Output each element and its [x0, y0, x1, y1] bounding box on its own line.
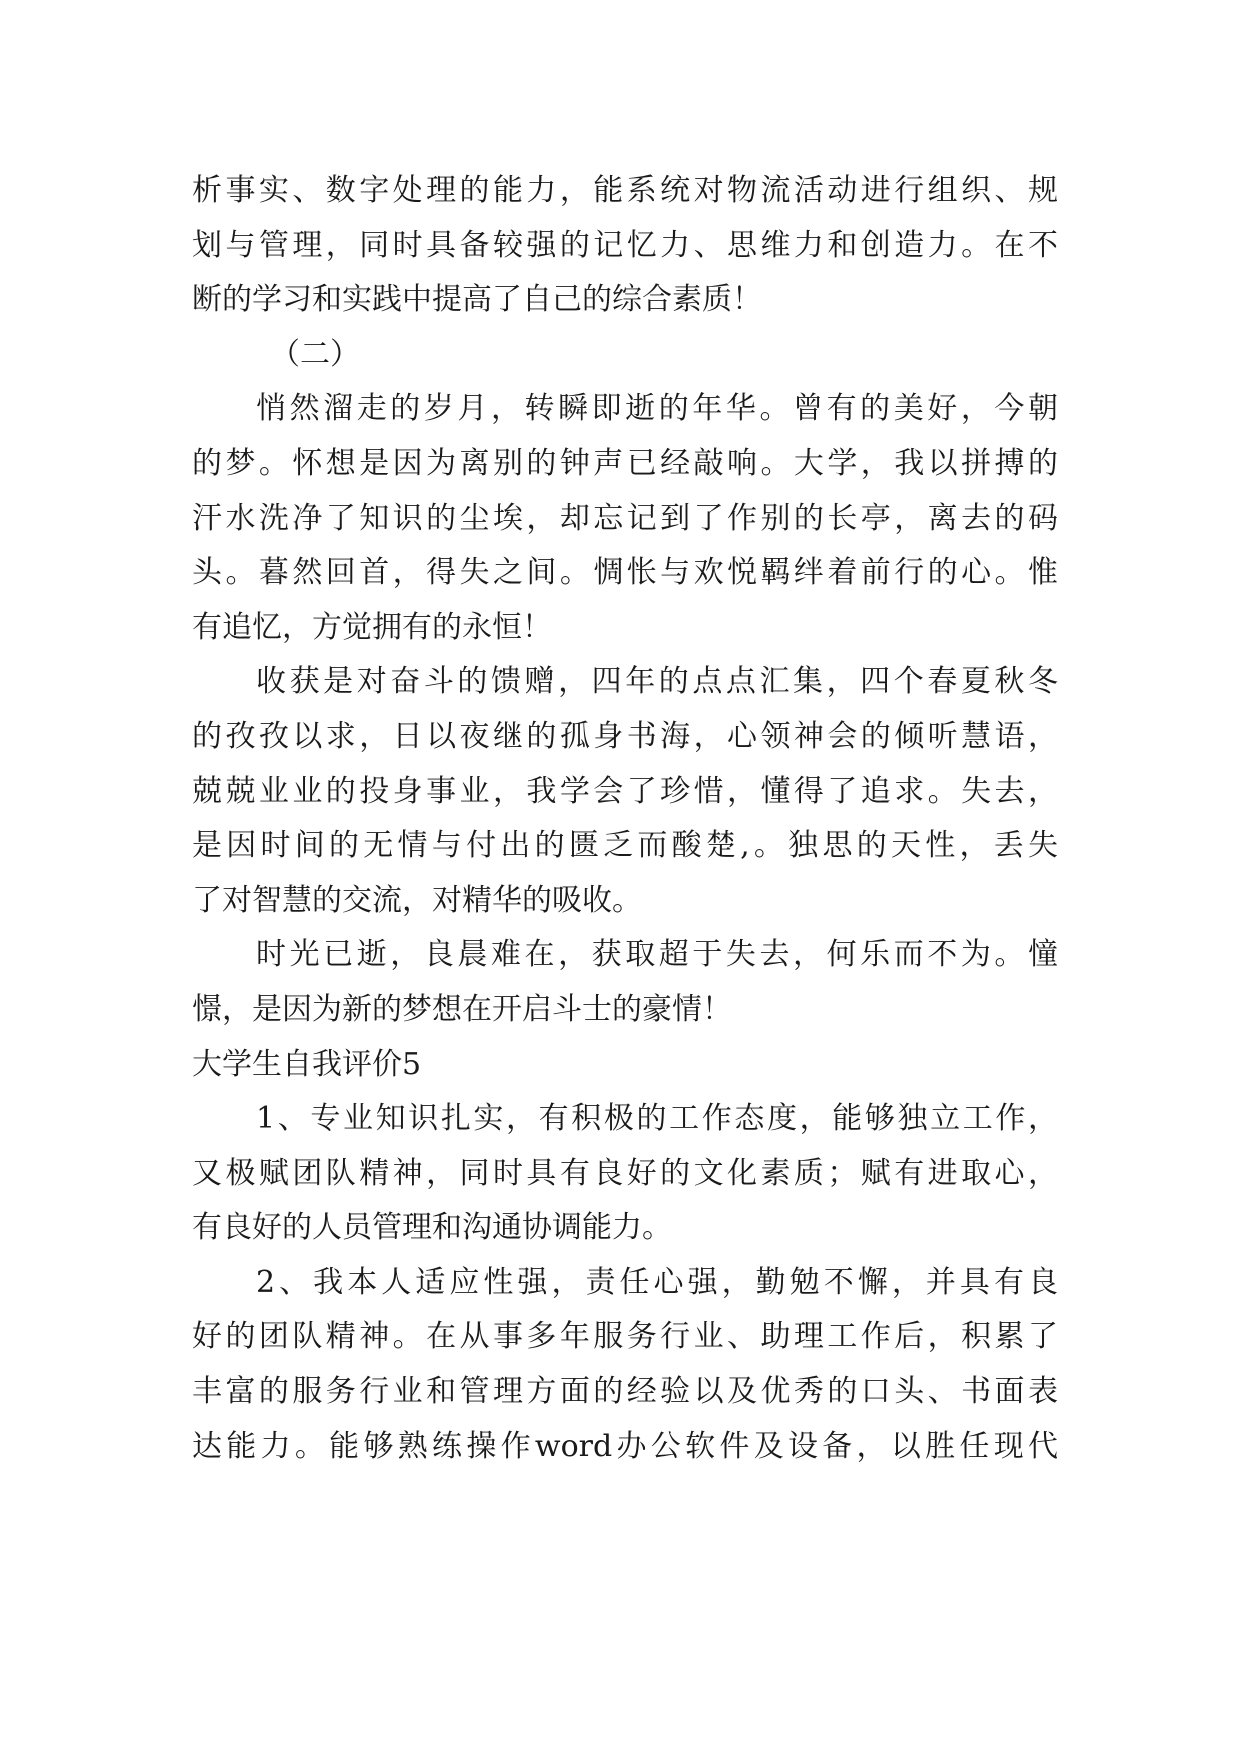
text-line: 好的团队精神。在从事多年服务行业、助理工作后，积累了 — [192, 1319, 1058, 1355]
text-line: 达能力。能够熟练操作word办公软件及设备，以胜任现代 — [192, 1428, 1058, 1464]
text-line: 的孜孜以求，日以夜继的孤身书海，心领神会的倾听慧语， — [192, 718, 1058, 754]
document-body — [192, 164, 1058, 1474]
text-line: 了对智慧的交流，对精华的吸收。 — [192, 882, 642, 918]
text-line: 憬，是因为新的梦想在开启斗士的豪情！ — [192, 991, 732, 1027]
text-line: 汗水洗净了知识的尘埃，却忘记到了作别的长亭，离去的码 — [192, 500, 1058, 536]
text-line: 兢兢业业的投身事业，我学会了珍惜，懂得了追求。失去， — [192, 773, 1058, 809]
text-line: 头。暮然回首，得失之间。惆怅与欢悦羁绊着前行的心。惟 — [192, 555, 1058, 591]
text-line: 2、我本人适应性强，责任心强，勤勉不懈，并具有良 — [256, 1264, 1058, 1300]
text-line: 是因时间的无情与付出的匮乏而酸楚,。独思的天性，丢失 — [192, 828, 1058, 864]
text-line: 1、专业知识扎实，有积极的工作态度，能够独立工作， — [256, 1101, 1058, 1137]
text-line: 悄然溜走的岁月，转瞬即逝的年华。曾有的美好，今朝 — [256, 391, 1058, 427]
text-line: 的梦。怀想是因为离别的钟声已经敲响。大学，我以拼搏的 — [192, 445, 1058, 481]
text-line: 断的学习和实践中提高了自己的综合素质！ — [192, 282, 762, 318]
text-line: 收获是对奋斗的馈赠，四年的点点汇集，四个春夏秋冬 — [256, 664, 1058, 700]
text-line: 有追忆，方觉拥有的永恒！ — [192, 609, 552, 645]
text-line: 划与管理，同时具备较强的记忆力、思维力和创造力。在不 — [192, 227, 1058, 263]
section-heading: （二） — [270, 336, 360, 372]
text-line: 时光已逝，良晨难在，获取超于失去，何乐而不为。憧 — [256, 937, 1058, 973]
section-title: 大学生自我评价5 — [192, 1046, 422, 1082]
text-line: 丰富的服务行业和管理方面的经验以及优秀的口头、书面表 — [192, 1374, 1058, 1410]
text-line: 析事实、数字处理的能力，能系统对物流活动进行组织、规 — [192, 173, 1058, 208]
text-line: 又极赋团队精神，同时具有良好的文化素质；赋有进取心， — [192, 1155, 1058, 1191]
text-line: 有良好的人员管理和沟通协调能力。 — [192, 1210, 672, 1246]
